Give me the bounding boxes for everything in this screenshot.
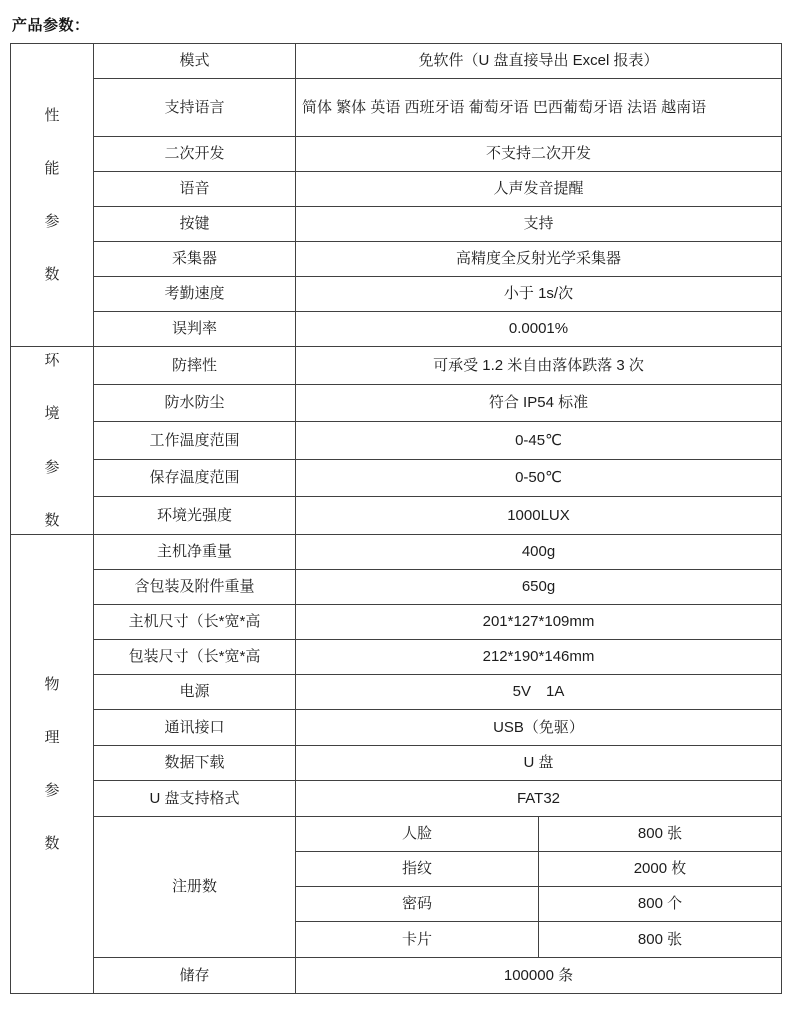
param-value: 符合 IP54 标准 (296, 384, 782, 422)
param-label: 误判率 (94, 312, 296, 347)
group-label-environment-text: 环 境 参 数 (44, 352, 60, 529)
param-value: 400g (296, 535, 782, 570)
group-label-environment (11, 347, 94, 535)
param-label: 按键 (94, 207, 296, 242)
param-value: 免软件（U 盘直接导出 Excel 报表） (296, 44, 782, 79)
param-value: 1000LUX (296, 497, 782, 535)
group-label-physical (11, 535, 94, 994)
subparam-value: 800 张 (539, 817, 782, 852)
param-value: USB（免驱） (296, 710, 782, 746)
param-value: 可承受 1.2 米自由落体跌落 3 次 (296, 347, 782, 385)
param-value: 0-45℃ (296, 422, 782, 460)
param-value: 支持 (296, 207, 782, 242)
param-value: 5V 1A (296, 675, 782, 710)
param-label: 二次开发 (94, 137, 296, 172)
param-label: 防摔性 (94, 347, 296, 385)
param-value: 不支持二次开发 (296, 137, 782, 172)
subparam-label: 卡片 (296, 922, 539, 958)
page-title: 产品参数： (12, 17, 90, 34)
param-value: 简体 繁体 英语 西班牙语 葡萄牙语 巴西葡萄牙语 法语 越南语 (296, 79, 782, 137)
spec-table (10, 43, 782, 994)
param-value: 201*127*109mm (296, 605, 782, 640)
param-label: 包装尺寸（长*宽*高 (94, 640, 296, 675)
subparam-label: 密码 (296, 887, 539, 922)
param-label-registration: 注册数 (94, 817, 296, 958)
param-label: 保存温度范围 (94, 459, 296, 497)
param-value: 小于 1s/次 (296, 277, 782, 312)
param-label: 工作温度范围 (94, 422, 296, 460)
param-value: 0-50℃ (296, 459, 782, 497)
param-label: 含包装及附件重量 (94, 570, 296, 605)
param-label: 环境光强度 (94, 497, 296, 535)
param-label: 储存 (94, 958, 296, 994)
param-label: 支持语言 (94, 79, 296, 137)
param-label: 电源 (94, 675, 296, 710)
group-label-physical-text: 物 理 参 数 (44, 675, 60, 853)
param-label: 采集器 (94, 242, 296, 277)
param-label: 数据下载 (94, 746, 296, 781)
param-label: 主机净重量 (94, 535, 296, 570)
subparam-value: 800 张 (539, 922, 782, 958)
subparam-label: 人脸 (296, 817, 539, 852)
subparam-value: 2000 枚 (539, 852, 782, 887)
param-label: 考勤速度 (94, 277, 296, 312)
param-value: 212*190*146mm (296, 640, 782, 675)
param-value: 人声发音提醒 (296, 172, 782, 207)
param-value: 高精度全反射光学采集器 (296, 242, 782, 277)
subparam-value: 800 个 (539, 887, 782, 922)
param-label: 主机尺寸（长*宽*高 (94, 605, 296, 640)
param-value: 650g (296, 570, 782, 605)
param-label: 防水防尘 (94, 384, 296, 422)
group-label-performance (11, 44, 94, 347)
param-label: U 盘支持格式 (94, 781, 296, 817)
param-value: 0.0001% (296, 312, 782, 347)
subparam-label: 指纹 (296, 852, 539, 887)
param-label: 语音 (94, 172, 296, 207)
param-label: 模式 (94, 44, 296, 79)
param-value: FAT32 (296, 781, 782, 817)
group-label-performance-text: 性 能 参 数 (44, 106, 60, 284)
param-value: 100000 条 (296, 958, 782, 994)
param-value: U 盘 (296, 746, 782, 781)
param-label: 通讯接口 (94, 710, 296, 746)
